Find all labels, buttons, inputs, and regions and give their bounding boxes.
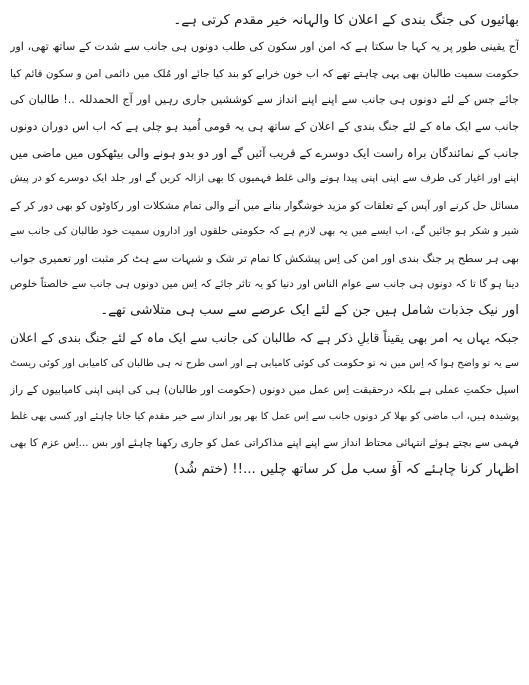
article-line-13: جبکہ یہاں یہ امر بھی یقیناً قابلِ ذکر ہے کہ طالبان کی جانب سے ایک ماہ کے لئے جنگ بندی کے اعلان xyxy=(10,330,519,345)
article-line-15: اسپل حکمتِ عملی ہے بلکہ درحقیقت اِس عمل میں دونوں (حکومت اور طالبان) ہی کی اپنی اپنی کامیابیوں کے راز xyxy=(10,384,519,397)
article-line-17: فہمی سے بچتے ہوئے انتہائی محتاط انداز سے اپنے اپنے مذاکراتی عمل کو جاری رکھنا چاہئے اور بس ...اِس عزم کا بھی xyxy=(10,437,519,450)
article-line-3: حکومت سمیت طالبان بھی یہی چاہتے تھے کہ اب خون خرابے کو بند کیا جائے اور مُلک میں دائمی امن و سکون قائم کیا xyxy=(10,67,519,80)
article-line-1: بھائیوں کی جنگ بندی کے اعلان کا والہانہ خیر مقدم کرتی ہے۔ xyxy=(173,13,519,28)
article-line-18: اظہار کرنا چاہئے کہ آؤ سب مل کر ساتھ چلیں ...!! (ختم شُد) xyxy=(173,461,519,477)
article-line-4: جائے جس کے لئے دونوں ہی جانب سے اپنے اپنے انداز سے کوششیں جاری رہیں اور آج الحمدللہ ..! طالبان کی xyxy=(10,93,519,107)
article-line-8: مسائل حل کرنے اور آپس کے تعلقات کو مزید خوشگوار بنانے میں آنے والی تمام مشکلات اور رکاوٹوں کو بھی دور کر کے xyxy=(10,199,519,212)
article-line-10: بھی ہر سطح پر جنگ بندی اور امن کی اِس پیشکش کا تمام تر شک و شبہات سے ہٹ کر مثبت اور تعمیری جواب xyxy=(10,251,519,265)
article-line-9: شیر و شکر ہو جائیں گے، اب ایسے میں یہ بھی لازم ہے کہ حکومتی حلقوں اور اداروں سمیت خود طالبان کی جانب سے xyxy=(10,226,519,238)
article-line-5: جانب سے ایک ماہ کے لئے جنگ بندی کے اعلان کے ساتھ ہی یہ قومی اُمید ہو چلی ہے کہ اب اس دوران دونوں xyxy=(10,119,519,133)
article-line-11: دینا ہو گا تا کہ دونوں ہی جانب سے عوام الناس اور دنیا کو یہ تاثر جائے کہ اِس میں دونوں ہی جانب سے خالصتاً خلوص xyxy=(10,278,519,290)
article-line-6: جانب کے نمائندگان براہ راست ایک دوسرے کے قریب آئیں گے اور دو بدو ہونے والی بیٹھکوں میں ماضی میں xyxy=(10,145,519,160)
article-line-2: آج یقینی طور پر یہ کہا جا سکتا ہے کہ امن اور سکون کی طلب دونوں ہی جانب سے شدت کے ساتھ تھی، اور xyxy=(10,40,519,54)
article-line-7: اپنے اور اغیار کی طرف سے اپنی اپنی پیدا ہونے والی غلط فہمیوں کا بھی ازالہ کریں گے اور جلد ایک دوسرے کو در پیش xyxy=(10,173,519,185)
article-line-14: سے یہ تو واضح ہوا کہ اِس میں نہ تو حکومت کی کوئی کامیابی ہے اور اسی طرح نہ ہی طالبان کی کامیابی اور کوئی ریسٹ xyxy=(10,358,519,370)
article-line-16: پوشیدہ ہیں، اب ماضی کو بھلا کر دونوں جانب سے اِس عمل کا بھر پور انداز سے خیر مقدم کیا جانا چاہئے اور کسی بھی غلط xyxy=(10,410,519,422)
article-line-12: اور نیک جذبات شامل ہیں جن کے لئے ایک عرصے سے سب ہی متلاشی تھے۔ xyxy=(100,303,519,319)
